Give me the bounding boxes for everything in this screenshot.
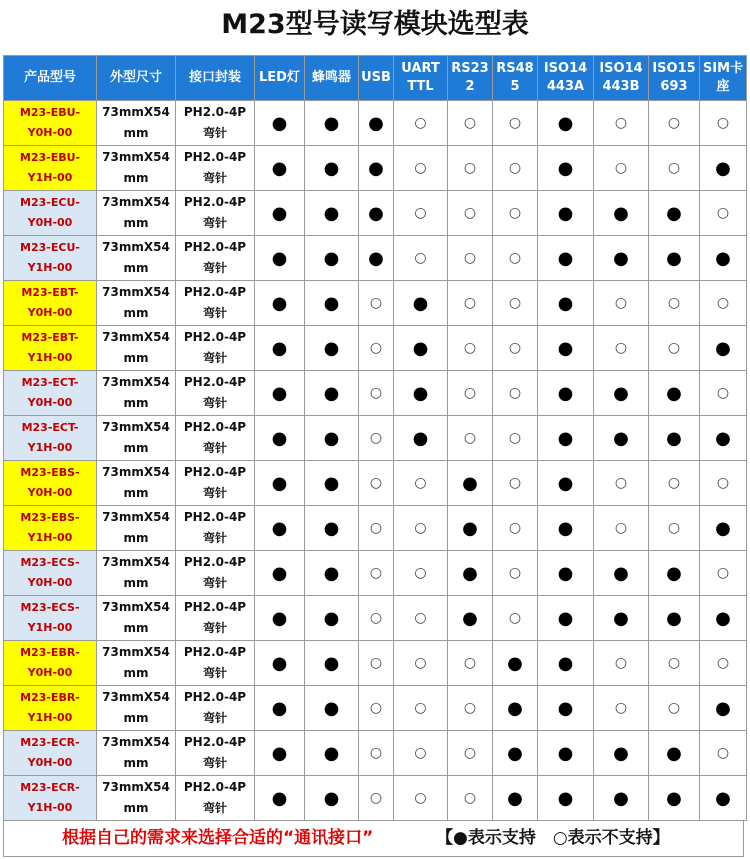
supported-icon: ● (255, 776, 305, 821)
supported-icon: ● (700, 506, 747, 551)
supported-icon: ● (255, 191, 305, 236)
table-row (4, 686, 747, 731)
table-row (4, 101, 747, 146)
supported-icon: ● (594, 416, 649, 461)
supported-icon: ● (493, 776, 538, 821)
not-supported-icon: ○ (649, 101, 700, 146)
not-supported-icon: ○ (493, 281, 538, 326)
supported-icon: ● (538, 461, 594, 506)
size-cell: 73mmX54 mm (97, 461, 176, 506)
supported-icon: ● (359, 146, 394, 191)
supported-icon: ● (594, 236, 649, 281)
model-cell: M23-ECS- Y1H-00 (4, 596, 97, 641)
column-header: RS48 5 (493, 56, 538, 101)
interface-cell: PH2.0-4P 弯针 (176, 371, 255, 416)
supported-icon: ● (538, 731, 594, 776)
interface-cell: PH2.0-4P 弯针 (176, 101, 255, 146)
not-supported-icon: ○ (359, 371, 394, 416)
not-supported-icon: ○ (394, 101, 448, 146)
interface-cell: PH2.0-4P 弯针 (176, 731, 255, 776)
not-supported-icon: ○ (359, 596, 394, 641)
not-supported-icon: ○ (649, 326, 700, 371)
supported-icon: ● (538, 371, 594, 416)
table-row (4, 461, 747, 506)
not-supported-icon: ○ (394, 461, 448, 506)
supported-icon: ● (255, 101, 305, 146)
not-supported-icon: ○ (394, 191, 448, 236)
size-cell: 73mmX54 mm (97, 641, 176, 686)
supported-icon: ● (538, 686, 594, 731)
table-row (4, 641, 747, 686)
not-supported-icon: ○ (448, 101, 493, 146)
size-cell: 73mmX54 mm (97, 101, 176, 146)
model-cell: M23-ECU- Y1H-00 (4, 236, 97, 281)
size-cell: 73mmX54 mm (97, 731, 176, 776)
interface-cell: PH2.0-4P 弯针 (176, 416, 255, 461)
column-header: SIM卡 座 (700, 56, 747, 101)
not-supported-icon: ○ (394, 641, 448, 686)
column-header: LED灯 (255, 56, 305, 101)
size-cell: 73mmX54 mm (97, 416, 176, 461)
supported-icon: ● (305, 236, 359, 281)
size-cell: 73mmX54 mm (97, 371, 176, 416)
supported-icon: ● (305, 551, 359, 596)
supported-icon: ● (594, 371, 649, 416)
not-supported-icon: ○ (448, 281, 493, 326)
interface-cell: PH2.0-4P 弯针 (176, 236, 255, 281)
not-supported-icon: ○ (649, 281, 700, 326)
model-cell: M23-ECT- Y1H-00 (4, 416, 97, 461)
not-supported-icon: ○ (493, 596, 538, 641)
model-cell: M23-EBR- Y0H-00 (4, 641, 97, 686)
supported-icon: ● (394, 281, 448, 326)
supported-icon: ● (538, 191, 594, 236)
model-cell: M23-EBU- Y1H-00 (4, 146, 97, 191)
supported-icon: ● (538, 551, 594, 596)
not-supported-icon: ○ (394, 506, 448, 551)
not-supported-icon: ○ (493, 146, 538, 191)
interface-cell: PH2.0-4P 弯针 (176, 281, 255, 326)
not-supported-icon: ○ (700, 731, 747, 776)
not-supported-icon: ○ (493, 461, 538, 506)
not-supported-icon: ○ (594, 101, 649, 146)
supported-icon: ● (700, 416, 747, 461)
supported-icon: ● (700, 326, 747, 371)
not-supported-icon: ○ (594, 506, 649, 551)
supported-icon: ● (493, 686, 538, 731)
supported-icon: ● (255, 506, 305, 551)
interface-cell: PH2.0-4P 弯针 (176, 551, 255, 596)
not-supported-icon: ○ (493, 371, 538, 416)
not-supported-icon: ○ (359, 461, 394, 506)
interface-cell: PH2.0-4P 弯针 (176, 686, 255, 731)
supported-icon: ● (255, 686, 305, 731)
not-supported-icon: ○ (594, 326, 649, 371)
supported-icon: ● (538, 326, 594, 371)
not-supported-icon: ○ (493, 506, 538, 551)
column-header: UART TTL (394, 56, 448, 101)
not-supported-icon: ○ (493, 551, 538, 596)
interface-cell: PH2.0-4P 弯针 (176, 326, 255, 371)
not-supported-icon: ○ (394, 146, 448, 191)
not-supported-icon: ○ (448, 146, 493, 191)
supported-icon: ● (538, 236, 594, 281)
not-supported-icon: ○ (359, 506, 394, 551)
interface-cell: PH2.0-4P 弯针 (176, 191, 255, 236)
not-supported-icon: ○ (359, 731, 394, 776)
selection-table (3, 55, 747, 821)
supported-icon: ● (305, 641, 359, 686)
supported-icon: ● (649, 551, 700, 596)
supported-icon: ● (649, 371, 700, 416)
not-supported-icon: ○ (359, 551, 394, 596)
supported-icon: ● (305, 281, 359, 326)
supported-icon: ● (448, 596, 493, 641)
size-cell: 73mmX54 mm (97, 506, 176, 551)
not-supported-icon: ○ (394, 731, 448, 776)
table-footer (3, 820, 744, 857)
supported-icon: ● (255, 641, 305, 686)
model-cell: M23-EBT- Y0H-00 (4, 281, 97, 326)
column-header: ISO15 693 (649, 56, 700, 101)
not-supported-icon: ○ (493, 326, 538, 371)
supported-icon: ● (594, 596, 649, 641)
size-cell: 73mmX54 mm (97, 236, 176, 281)
supported-icon: ● (594, 551, 649, 596)
not-supported-icon: ○ (448, 416, 493, 461)
column-header: ISO14 443B (594, 56, 649, 101)
model-cell: M23-EBU- Y0H-00 (4, 101, 97, 146)
supported-icon: ● (305, 596, 359, 641)
supported-icon: ● (255, 326, 305, 371)
supported-icon: ● (649, 596, 700, 641)
supported-icon: ● (255, 281, 305, 326)
footer-legend: 【●表示支持 ○表示不支持】 (436, 828, 670, 848)
supported-icon: ● (255, 416, 305, 461)
not-supported-icon: ○ (700, 101, 747, 146)
table-row (4, 596, 747, 641)
column-header: 外型尺寸 (97, 56, 176, 101)
supported-icon: ● (538, 281, 594, 326)
not-supported-icon: ○ (394, 596, 448, 641)
column-header: ISO14 443A (538, 56, 594, 101)
not-supported-icon: ○ (594, 686, 649, 731)
model-cell: M23-ECR- Y1H-00 (4, 776, 97, 821)
table-row (4, 146, 747, 191)
not-supported-icon: ○ (359, 686, 394, 731)
supported-icon: ● (305, 371, 359, 416)
not-supported-icon: ○ (448, 191, 493, 236)
supported-icon: ● (538, 416, 594, 461)
supported-icon: ● (700, 596, 747, 641)
supported-icon: ● (493, 641, 538, 686)
not-supported-icon: ○ (594, 641, 649, 686)
model-cell: M23-ECT- Y0H-00 (4, 371, 97, 416)
not-supported-icon: ○ (448, 236, 493, 281)
size-cell: 73mmX54 mm (97, 191, 176, 236)
size-cell: 73mmX54 mm (97, 596, 176, 641)
model-cell: M23-ECU- Y0H-00 (4, 191, 97, 236)
supported-icon: ● (649, 191, 700, 236)
supported-icon: ● (700, 776, 747, 821)
model-cell: M23-ECR- Y0H-00 (4, 731, 97, 776)
not-supported-icon: ○ (448, 686, 493, 731)
table-row (4, 416, 747, 461)
supported-icon: ● (255, 731, 305, 776)
model-cell: M23-EBR- Y1H-00 (4, 686, 97, 731)
table-header-row (4, 56, 747, 101)
model-cell: M23-ECS- Y0H-00 (4, 551, 97, 596)
supported-icon: ● (255, 371, 305, 416)
not-supported-icon: ○ (649, 146, 700, 191)
not-supported-icon: ○ (594, 146, 649, 191)
supported-icon: ● (448, 551, 493, 596)
not-supported-icon: ○ (649, 461, 700, 506)
supported-icon: ● (394, 326, 448, 371)
not-supported-icon: ○ (359, 326, 394, 371)
not-supported-icon: ○ (394, 551, 448, 596)
table-body (4, 101, 747, 821)
table-row (4, 236, 747, 281)
supported-icon: ● (649, 416, 700, 461)
supported-icon: ● (649, 731, 700, 776)
table-row (4, 326, 747, 371)
table-row (4, 281, 747, 326)
not-supported-icon: ○ (594, 281, 649, 326)
footer-note: 根据自己的需求来选择合适的“通讯接口” (62, 828, 374, 848)
supported-icon: ● (305, 146, 359, 191)
not-supported-icon: ○ (493, 416, 538, 461)
supported-icon: ● (305, 101, 359, 146)
supported-icon: ● (255, 146, 305, 191)
interface-cell: PH2.0-4P 弯针 (176, 461, 255, 506)
supported-icon: ● (255, 596, 305, 641)
size-cell: 73mmX54 mm (97, 326, 176, 371)
column-header: RS23 2 (448, 56, 493, 101)
column-header: 产品型号 (4, 56, 97, 101)
column-header: 蜂鸣器 (305, 56, 359, 101)
page-title: M23型号读写模块选型表 (221, 9, 529, 40)
model-cell: M23-EBT- Y1H-00 (4, 326, 97, 371)
not-supported-icon: ○ (700, 551, 747, 596)
not-supported-icon: ○ (359, 776, 394, 821)
supported-icon: ● (394, 371, 448, 416)
size-cell: 73mmX54 mm (97, 551, 176, 596)
supported-icon: ● (305, 776, 359, 821)
size-cell: 73mmX54 mm (97, 776, 176, 821)
supported-icon: ● (493, 731, 538, 776)
table-row (4, 506, 747, 551)
supported-icon: ● (700, 146, 747, 191)
not-supported-icon: ○ (359, 281, 394, 326)
not-supported-icon: ○ (493, 101, 538, 146)
column-header: 接口封装 (176, 56, 255, 101)
size-cell: 73mmX54 mm (97, 146, 176, 191)
not-supported-icon: ○ (649, 641, 700, 686)
supported-icon: ● (594, 776, 649, 821)
table-row (4, 731, 747, 776)
supported-icon: ● (255, 236, 305, 281)
not-supported-icon: ○ (359, 641, 394, 686)
supported-icon: ● (255, 551, 305, 596)
supported-icon: ● (538, 506, 594, 551)
supported-icon: ● (448, 506, 493, 551)
supported-icon: ● (305, 191, 359, 236)
table-row (4, 776, 747, 821)
supported-icon: ● (305, 731, 359, 776)
not-supported-icon: ○ (394, 686, 448, 731)
interface-cell: PH2.0-4P 弯针 (176, 596, 255, 641)
not-supported-icon: ○ (493, 236, 538, 281)
model-cell: M23-EBS- Y1H-00 (4, 506, 97, 551)
supported-icon: ● (649, 776, 700, 821)
supported-icon: ● (538, 146, 594, 191)
not-supported-icon: ○ (448, 776, 493, 821)
not-supported-icon: ○ (394, 776, 448, 821)
not-supported-icon: ○ (359, 416, 394, 461)
not-supported-icon: ○ (700, 641, 747, 686)
table-row (4, 371, 747, 416)
not-supported-icon: ○ (448, 326, 493, 371)
not-supported-icon: ○ (448, 371, 493, 416)
supported-icon: ● (359, 236, 394, 281)
not-supported-icon: ○ (700, 461, 747, 506)
supported-icon: ● (305, 416, 359, 461)
supported-icon: ● (700, 686, 747, 731)
interface-cell: PH2.0-4P 弯针 (176, 776, 255, 821)
not-supported-icon: ○ (394, 236, 448, 281)
table-row (4, 551, 747, 596)
supported-icon: ● (359, 101, 394, 146)
supported-icon: ● (538, 596, 594, 641)
supported-icon: ● (305, 326, 359, 371)
interface-cell: PH2.0-4P 弯针 (176, 146, 255, 191)
not-supported-icon: ○ (700, 191, 747, 236)
supported-icon: ● (255, 461, 305, 506)
not-supported-icon: ○ (700, 371, 747, 416)
supported-icon: ● (538, 776, 594, 821)
supported-icon: ● (594, 191, 649, 236)
supported-icon: ● (448, 461, 493, 506)
supported-icon: ● (538, 101, 594, 146)
supported-icon: ● (394, 416, 448, 461)
not-supported-icon: ○ (649, 506, 700, 551)
model-cell: M23-EBS- Y0H-00 (4, 461, 97, 506)
table-row (4, 191, 747, 236)
supported-icon: ● (594, 731, 649, 776)
size-cell: 73mmX54 mm (97, 281, 176, 326)
not-supported-icon: ○ (493, 191, 538, 236)
not-supported-icon: ○ (594, 461, 649, 506)
not-supported-icon: ○ (700, 281, 747, 326)
column-header: USB (359, 56, 394, 101)
interface-cell: PH2.0-4P 弯针 (176, 641, 255, 686)
supported-icon: ● (305, 506, 359, 551)
not-supported-icon: ○ (649, 686, 700, 731)
not-supported-icon: ○ (448, 641, 493, 686)
supported-icon: ● (700, 236, 747, 281)
interface-cell: PH2.0-4P 弯针 (176, 506, 255, 551)
supported-icon: ● (649, 236, 700, 281)
not-supported-icon: ○ (448, 731, 493, 776)
size-cell: 73mmX54 mm (97, 686, 176, 731)
supported-icon: ● (305, 686, 359, 731)
supported-icon: ● (538, 641, 594, 686)
supported-icon: ● (305, 461, 359, 506)
supported-icon: ● (359, 191, 394, 236)
